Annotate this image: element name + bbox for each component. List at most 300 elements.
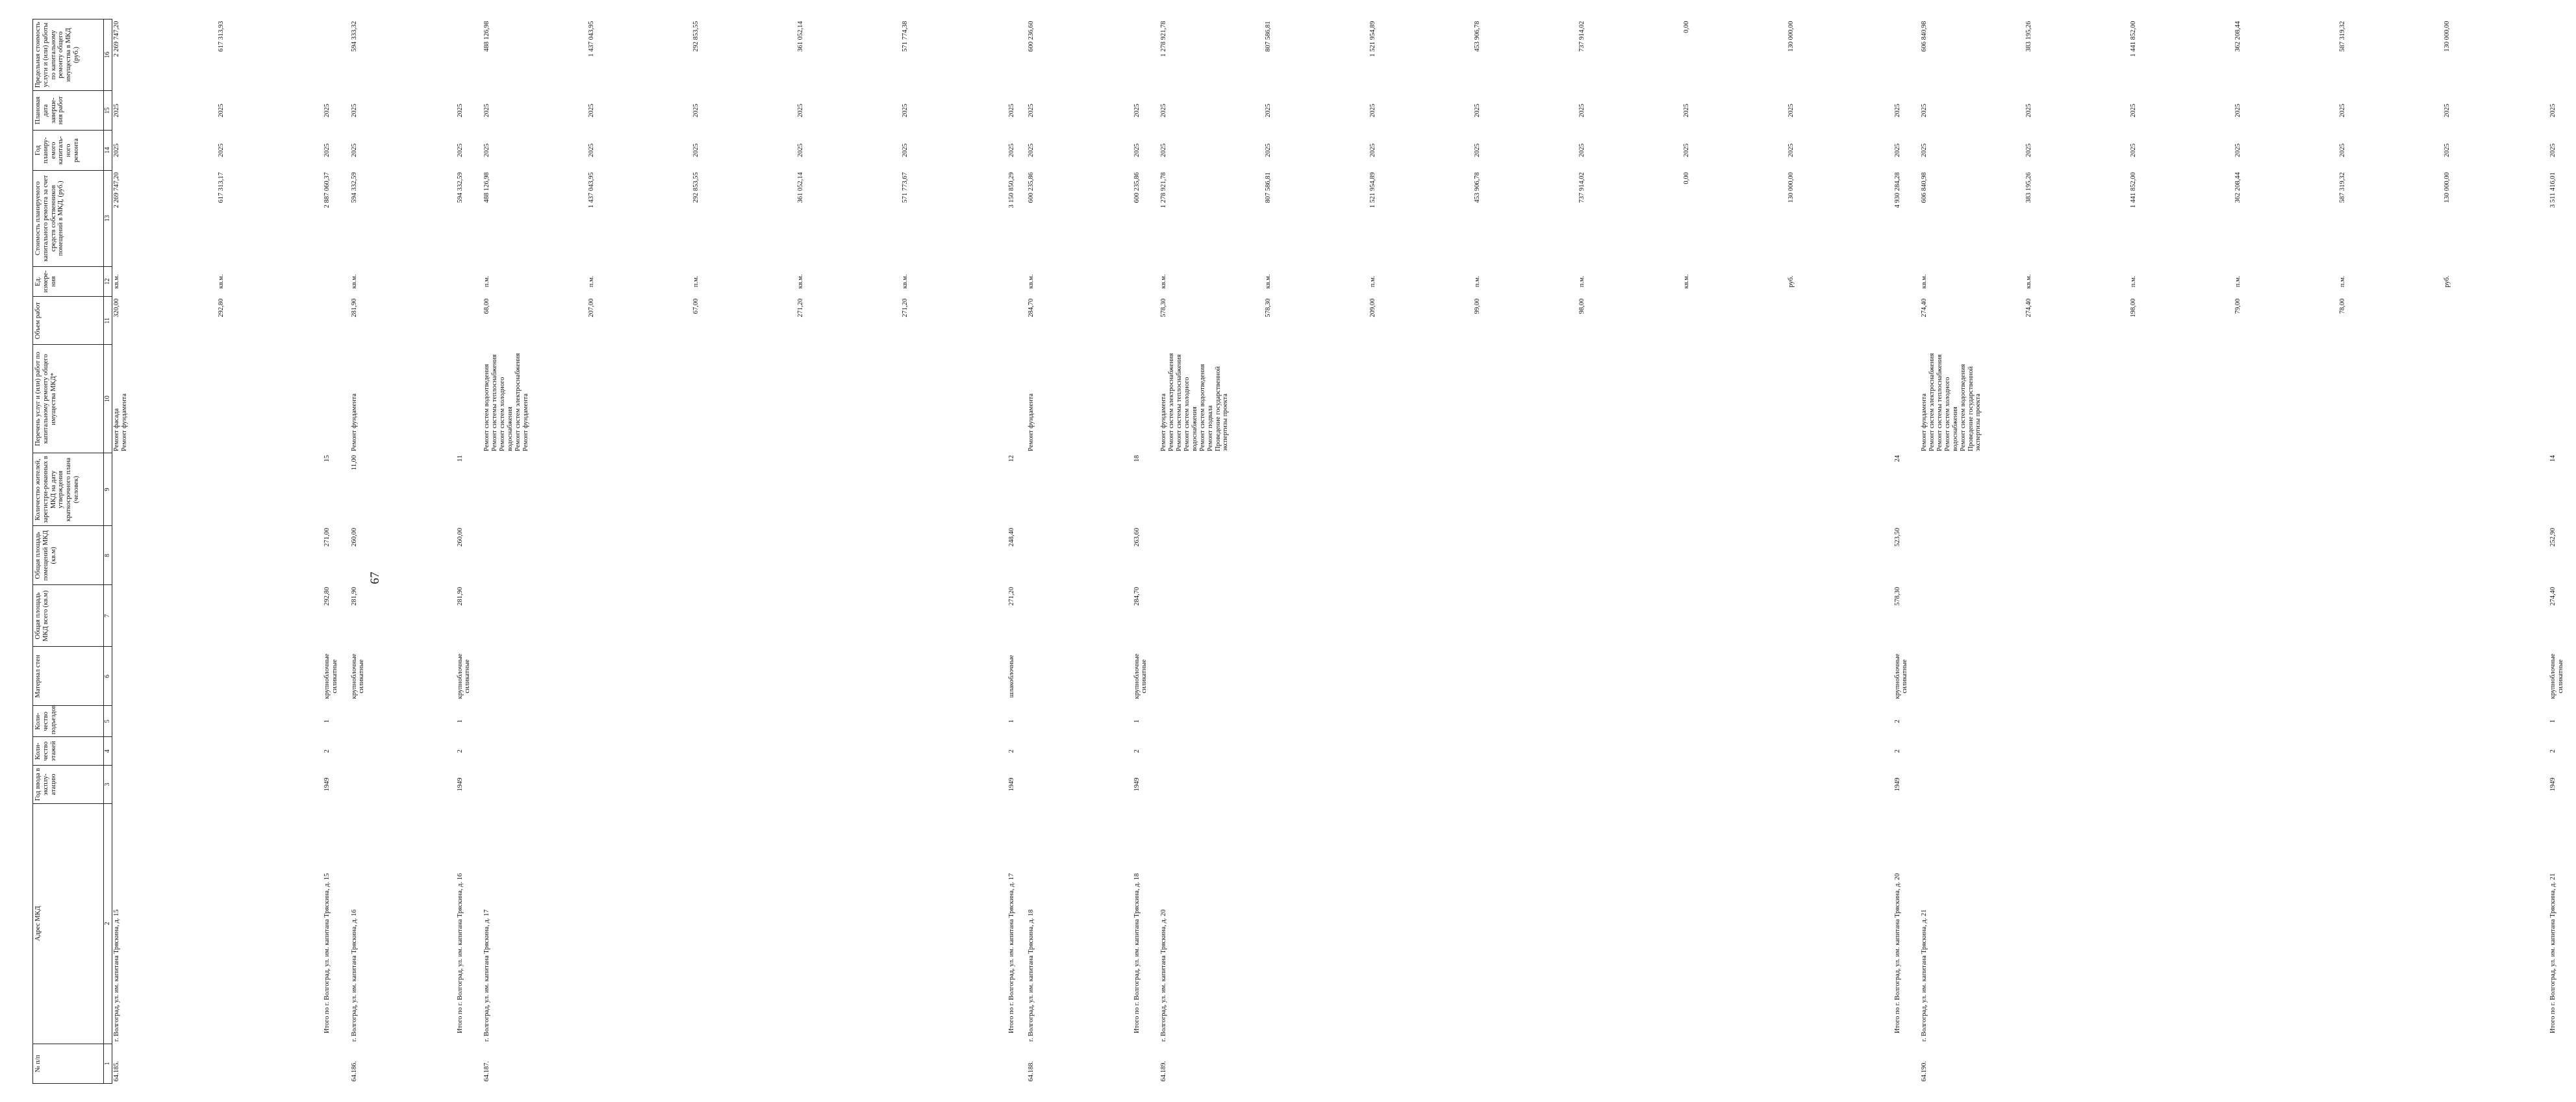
- table-row: [483, 19, 1007, 1083]
- cell-residents: [1027, 453, 1133, 525]
- volume-value: 198,00: [2130, 298, 2138, 318]
- cell-residents: 14: [2549, 455, 2557, 462]
- cell-npp: 64.186.: [350, 1060, 358, 1081]
- limit-cost-value: 383 195,26: [2025, 21, 2033, 52]
- repair-year-value: 2025: [2025, 143, 2033, 157]
- cell-planned-cost: [1920, 170, 2549, 266]
- cell-work-volume: [483, 296, 1007, 344]
- limit-cost-value: 130 000,00: [1787, 21, 1795, 52]
- cell-works-list: [1893, 344, 1910, 453]
- cell-wall-material: шлакоблочные: [1007, 655, 1015, 697]
- cell-planned-cost: [2549, 170, 2566, 266]
- cell-unit: [112, 266, 323, 297]
- cell-entrances: 2: [1893, 719, 1901, 723]
- header-address: Адрес МКД: [33, 803, 104, 1044]
- limit-cost-value: 488 126,98: [483, 21, 491, 52]
- completion-date-value: 2025: [1683, 103, 1691, 118]
- cell-unit: [350, 266, 456, 297]
- limit-cost-value: 807 586,81: [1265, 21, 1272, 52]
- table-row: [112, 19, 323, 1083]
- table-total-row: [1133, 19, 1150, 1083]
- cell-planned-cost: [1159, 170, 1893, 266]
- completion-date-value: 2025: [2549, 103, 2557, 118]
- cost-value: 3 150 850,29: [1007, 171, 1015, 208]
- cell-limit-cost: [2549, 19, 2566, 90]
- cost-value: 292 853,55: [692, 171, 700, 203]
- limit-cost-value: 617 313,93: [218, 21, 225, 52]
- cell-address: Итого по г. Волгоград, ул. им. капитана Тряскина, д. 17: [1007, 873, 1015, 1033]
- cost-value: 600 235,86: [1027, 171, 1035, 203]
- cell-wall-material: [483, 647, 1007, 706]
- cell-limit-cost: [1893, 19, 1910, 90]
- unit-value: кв.м.: [1683, 274, 1691, 288]
- unit-value: п.м.: [1578, 275, 1586, 287]
- cell-unit: [1133, 266, 1150, 297]
- column-number: 15: [104, 90, 112, 130]
- volume-value: 78,00: [2339, 298, 2347, 314]
- header-planned-cost: Стоимость планируемого капитального ремонта за счет средств собственников помещений в МКД, (руб.): [33, 170, 104, 266]
- cell-limit-cost: [112, 19, 323, 90]
- completion-date-value: 2025: [1474, 103, 1482, 118]
- completion-date-value: 2025: [1893, 103, 1901, 118]
- cell-work-volume: [112, 296, 323, 344]
- cell-residents: 15: [323, 455, 331, 462]
- work-item: Ремонт систем водоотведения: [1198, 364, 1206, 451]
- cell-planned-cost: [1893, 170, 1910, 266]
- unit-value: п.м.: [1474, 275, 1482, 287]
- unit-value: кв.м.: [1921, 274, 1928, 288]
- work-item: Ремонт подвала: [1206, 405, 1214, 451]
- unit-value: п.м.: [588, 275, 596, 287]
- unit-value: п.м.: [483, 275, 491, 287]
- volume-value: 578,30: [1160, 298, 1168, 318]
- cell-unit: [1893, 266, 1910, 297]
- volume-value: [1787, 298, 1892, 342]
- cell-total-area: 578,30: [1893, 586, 1901, 606]
- cell-planned-cost: [456, 170, 473, 266]
- cell-unit: [323, 266, 340, 297]
- cost-value: 1 521 954,89: [1369, 171, 1377, 208]
- cost-value: 130 000,00: [2443, 171, 2451, 203]
- cell-residents: [483, 453, 1007, 525]
- limit-cost-value: 130 000,00: [2443, 21, 2451, 52]
- cell-repair-year: [2549, 130, 2566, 169]
- header-residents: Количество жителей, зарегистри-рованных в МКД на дату утверждения краткосрочного плана (человек): [33, 453, 104, 525]
- cell-premises-area: [112, 525, 323, 584]
- repair-year-value: 2025: [113, 143, 120, 157]
- volume-value: 292,80: [218, 298, 225, 318]
- column-number: 8: [104, 525, 112, 584]
- cell-floors: 2: [323, 749, 331, 753]
- cell-entrances: [350, 705, 456, 736]
- volume-value: 271,20: [902, 298, 909, 318]
- unit-value: кв.м.: [350, 274, 358, 288]
- repair-year-value: 2025: [797, 143, 805, 157]
- table-total-row: [323, 19, 340, 1083]
- cell-premises-area: 248,40: [1007, 527, 1015, 547]
- cost-value: 130 000,00: [1787, 171, 1795, 203]
- limit-cost-value: 0,00: [1683, 21, 1691, 33]
- cell-residents: [112, 453, 323, 525]
- cell-completion-date: [2549, 90, 2566, 130]
- cell-year-commissioned: 1949: [2549, 777, 2557, 791]
- volume-value: 274,40: [2025, 298, 2033, 318]
- header-unit: Ед. измере-ния: [33, 266, 104, 297]
- cell-works-list: [2549, 344, 2566, 453]
- cell-premises-area: 271,00: [323, 527, 331, 547]
- cell-repair-year: [483, 130, 1007, 169]
- spacer-cell: [1017, 19, 1027, 1083]
- cell-npp: 64.190.: [1921, 1060, 1928, 1081]
- volume-value: 320,00: [113, 298, 120, 318]
- cell-works-list: [323, 344, 340, 453]
- cell-completion-date: [112, 90, 323, 130]
- cell-year-commissioned: [1027, 765, 1133, 803]
- completion-date-value: 2025: [692, 103, 700, 118]
- column-number: 9: [104, 453, 112, 525]
- cell-entrances: 1: [323, 719, 331, 723]
- completion-date-value: 2025: [456, 103, 464, 118]
- cell-repair-year: [323, 130, 340, 169]
- cell-wall-material: крупноблочные силикатные: [2549, 653, 2565, 699]
- cost-value: 383 195,26: [2025, 171, 2033, 203]
- volume-value: 67,00: [692, 298, 700, 314]
- column-number: 16: [104, 19, 112, 90]
- work-item: Ремонт систем холодного водоснабжения: [1183, 377, 1198, 451]
- cell-total-area: [1027, 584, 1133, 646]
- work-item: Ремонт фундамента: [121, 393, 128, 451]
- cell-completion-date: [323, 90, 340, 130]
- cost-value: 1 441 852,00: [2130, 171, 2138, 208]
- cell-floors: [1159, 736, 1893, 765]
- repair-year-value: 2025: [2549, 143, 2557, 157]
- cell-entrances: 1: [456, 719, 464, 723]
- repair-year-value: 2025: [483, 143, 491, 157]
- work-item: Проведение государственной экспертизы проекта: [1214, 366, 1230, 451]
- cost-value: 1 278 921,78: [1160, 171, 1168, 208]
- cell-unit: [483, 266, 1007, 297]
- cell-entrances: [1920, 705, 2549, 736]
- limit-cost-value: 1 521 954,89: [1369, 21, 1377, 57]
- cell-unit: [456, 266, 473, 297]
- cell-work-volume: [1920, 296, 2549, 344]
- volume-value: 207,00: [588, 298, 596, 318]
- work-item: Ремонт системы теплоснабжения: [1176, 354, 1183, 451]
- cell-completion-date: [350, 90, 456, 130]
- cell-year-commissioned: 1949: [1133, 777, 1141, 791]
- cell-work-volume: [456, 296, 473, 344]
- repair-year-value: 2025: [1160, 143, 1168, 157]
- cell-planned-cost: [1027, 170, 1133, 266]
- work-item: Ремонт фасада: [113, 408, 120, 451]
- completion-date-value: 2025: [2234, 103, 2242, 118]
- cell-premises-area: 523,50: [1893, 527, 1901, 547]
- row-spacer: [340, 19, 350, 1083]
- cell-total-area: 284,70: [1133, 586, 1141, 606]
- cell-planned-cost: [323, 170, 340, 266]
- spacer-cell: [1149, 19, 1159, 1083]
- cost-value: 2 269 747,20: [113, 171, 120, 208]
- cell-npp: 64.185.: [113, 1060, 120, 1081]
- cell-premises-area: [1920, 525, 2549, 584]
- cell-floors: [112, 736, 323, 765]
- cell-npp: [323, 1044, 340, 1083]
- work-item: Ремонт систем холодного водоснабжения: [499, 377, 514, 451]
- work-item: Ремонт системы теплоснабжения: [491, 354, 499, 451]
- cell-address: г. Волгоград, ул. им. капитана Тряскина, д. 18: [1027, 908, 1035, 1042]
- cell-wall-material: крупноблочные силикатные: [1133, 653, 1148, 699]
- cell-work-volume: [1159, 296, 1893, 344]
- cell-work-volume: [1133, 296, 1150, 344]
- completion-date-value: 2025: [1787, 103, 1795, 118]
- table-total-row: [456, 19, 473, 1083]
- cell-npp: 64.187.: [483, 1060, 491, 1081]
- header-wall-material: Материал стен: [33, 647, 104, 706]
- cell-repair-year: [350, 130, 456, 169]
- completion-date-value: 2025: [2339, 103, 2347, 118]
- cell-limit-cost: [1133, 19, 1150, 90]
- unit-value: кв.м.: [902, 274, 909, 288]
- unit-value: п.м.: [1369, 275, 1377, 287]
- cell-limit-cost: [483, 19, 1007, 90]
- repair-year-value: 2025: [218, 143, 225, 157]
- cell-limit-cost: [1027, 19, 1133, 90]
- cell-completion-date: [1007, 90, 1017, 130]
- column-number: 5: [104, 705, 112, 736]
- table-total-row: [1893, 19, 1910, 1083]
- cost-value: 807 586,81: [1265, 171, 1272, 203]
- limit-cost-value: 2 269 747,20: [113, 21, 120, 57]
- cell-repair-year: [1159, 130, 1893, 169]
- repair-year-value: 2025: [1133, 143, 1141, 157]
- limit-cost-value: 571 774,38: [902, 21, 909, 52]
- cell-entrances: [112, 705, 323, 736]
- cell-unit: [2549, 266, 2566, 297]
- cell-unit: [1007, 266, 1017, 297]
- cell-floors: 2: [1007, 749, 1015, 753]
- volume-value: 98,00: [1578, 298, 1586, 314]
- cost-value: 3 511 416,01: [2549, 171, 2557, 208]
- cost-value: 1 437 043,95: [588, 171, 596, 208]
- cell-address: г. Волгоград, ул. им. капитана Тряскина, д. 20: [1160, 908, 1168, 1042]
- repair-year-value: 2025: [1007, 143, 1015, 157]
- column-number-row: [104, 19, 112, 1083]
- volume-value: 271,20: [797, 298, 805, 318]
- volume-value: 281,90: [350, 298, 358, 318]
- cell-works-list: [1133, 344, 1150, 453]
- limit-cost-value: 587 319,32: [2339, 21, 2347, 52]
- cell-unit: [1920, 266, 2549, 297]
- cell-completion-date: [456, 90, 473, 130]
- column-number: 2: [104, 803, 112, 1044]
- cell-address: Итого по г. Волгоград, ул. им. капитана Тряскина, д. 16: [456, 873, 464, 1033]
- work-item: Ремонт систем холодного водоснабжения: [1944, 377, 1959, 451]
- cell-unit: [1159, 266, 1893, 297]
- spacer-cell: [340, 19, 350, 1083]
- cell-address: г. Волгоград, ул. им. капитана Тряскина, д. 16: [350, 908, 358, 1042]
- cell-repair-year: [1920, 130, 2549, 169]
- work-item: Ремонт системы теплоснабжения: [1936, 354, 1943, 451]
- cell-residents: 11,00: [350, 455, 358, 470]
- cell-limit-cost: [456, 19, 473, 90]
- column-number: 1: [104, 1044, 112, 1083]
- work-item: Ремонт фундамента: [350, 393, 358, 451]
- cell-residents: 18: [1133, 455, 1141, 462]
- cell-limit-cost: [1920, 19, 2549, 90]
- cell-year-commissioned: 1949: [1893, 777, 1901, 791]
- cell-npp: 64.189.: [1160, 1060, 1168, 1081]
- spacer-cell: [1910, 19, 1920, 1083]
- cell-wall-material: крупноблочные силикатные: [350, 653, 366, 699]
- table-row: [350, 19, 456, 1083]
- repair-plan-table: [32, 19, 2576, 1084]
- cell-entrances: 1: [2549, 719, 2557, 723]
- cell-repair-year: [1893, 130, 1910, 169]
- cell-year-commissioned: 1949: [1007, 777, 1015, 791]
- cell-year-commissioned: [112, 765, 323, 803]
- cell-address: г. Волгоград, ул. им. капитана Тряскина, д. 17: [483, 908, 491, 1042]
- volume-value: 284,70: [1027, 298, 1035, 318]
- cost-value: 600 235,86: [1133, 171, 1141, 203]
- cell-total-area: 281,90: [350, 586, 358, 606]
- cell-floors: [1920, 736, 2549, 765]
- repair-year-value: 2025: [2443, 143, 2451, 157]
- cell-repair-year: [1007, 130, 1017, 169]
- spacer-cell: [472, 19, 483, 1083]
- cell-premises-area: [483, 525, 1007, 584]
- completion-date-value: 2025: [1921, 103, 1928, 118]
- unit-value: п.м.: [2339, 275, 2347, 287]
- completion-date-value: 2025: [2025, 103, 2033, 118]
- column-number: 11: [104, 296, 112, 344]
- completion-date-value: 2025: [350, 103, 358, 118]
- repair-year-value: 2025: [2130, 143, 2138, 157]
- cell-completion-date: [1133, 90, 1150, 130]
- cell-floors: 2: [1893, 749, 1901, 753]
- completion-date-value: 2025: [218, 103, 225, 118]
- completion-date-value: 2025: [2443, 103, 2451, 118]
- unit-value: кв.м.: [797, 274, 805, 288]
- cost-value: 362 208,44: [2234, 171, 2242, 203]
- row-spacer: [472, 19, 483, 1083]
- cell-planned-cost: [350, 170, 456, 266]
- cell-year-commissioned: 1949: [456, 777, 464, 791]
- cost-value: 4 930 284,28: [1893, 171, 1901, 208]
- repair-year-value: 2025: [1265, 143, 1272, 157]
- cell-completion-date: [1159, 90, 1893, 130]
- cell-total-area: 274,40: [2549, 586, 2557, 606]
- cell-floors: 2: [1133, 749, 1141, 753]
- repair-year-value: 2025: [1474, 143, 1482, 157]
- cell-limit-cost: [1159, 19, 1893, 90]
- header-completion-date: Плановая дата заверше-ния работ: [33, 90, 104, 130]
- completion-date-value: 2025: [1007, 103, 1015, 118]
- cost-value: 594 332,59: [350, 171, 358, 203]
- cell-completion-date: [1893, 90, 1910, 130]
- cell-completion-date: [1920, 90, 2549, 130]
- unit-value: кв.м.: [2025, 274, 2033, 288]
- repair-year-value: 2025: [902, 143, 909, 157]
- repair-plan-table-container: [32, 19, 2565, 1084]
- unit-value: п.м.: [692, 275, 700, 287]
- volume-value: 274,40: [1921, 298, 1928, 318]
- cell-entrances: 1: [1133, 719, 1141, 723]
- table-row: [1027, 19, 1133, 1083]
- cell-year-commissioned: [483, 765, 1007, 803]
- cell-planned-cost: [1133, 170, 1150, 266]
- row-spacer: [2566, 19, 2576, 1083]
- work-item: Ремонт фундамента: [1160, 393, 1168, 451]
- unit-value: руб.: [2443, 275, 2451, 288]
- cell-work-volume: [323, 296, 340, 344]
- cell-wall-material: крупноблочные силикатные: [1893, 653, 1909, 699]
- cell-premises-area: 252,90: [2549, 527, 2557, 547]
- cell-limit-cost: [1007, 19, 1017, 90]
- work-item: Ремонт фундамента: [1027, 393, 1035, 451]
- cell-wall-material: крупноблочные силикатные: [323, 653, 338, 699]
- cell-total-area: [483, 584, 1007, 646]
- repair-year-value: 2025: [1893, 143, 1901, 157]
- cell-work-volume: [1027, 296, 1133, 344]
- cell-work-volume: [2549, 296, 2566, 344]
- header-premises-area: Общая площадь помещений МКД (кв.м): [33, 525, 104, 584]
- work-item: Ремонт систем электроснабжения: [514, 353, 522, 451]
- volume-value: 578,30: [1265, 298, 1272, 318]
- cell-limit-cost: [323, 19, 340, 90]
- completion-date-value: 2025: [797, 103, 805, 118]
- volume-value: 79,00: [2234, 298, 2242, 314]
- volume-value: 68,00: [483, 298, 491, 314]
- cell-address: Итого по г. Волгоград, ул. им. капитана Тряскина, д. 20: [1893, 873, 1901, 1033]
- limit-cost-value: 1 278 921,78: [1160, 21, 1168, 57]
- cost-value: 606 840,98: [1921, 171, 1928, 203]
- cell-npp: [456, 1044, 473, 1083]
- cell-npp: [1133, 1044, 1150, 1083]
- repair-year-value: 2025: [1027, 143, 1035, 157]
- cell-premises-area: 260,00: [350, 527, 358, 547]
- cell-premises-area: 260,00: [456, 527, 464, 547]
- completion-date-value: 2025: [1578, 103, 1586, 118]
- work-item: Проведение государственной экспертизы проекта: [1967, 366, 1982, 451]
- column-number: 14: [104, 130, 112, 169]
- repair-year-value: 2025: [350, 143, 358, 157]
- header-year-commissioned: Год ввода в эксплу-атацию: [33, 765, 104, 803]
- cell-address: г. Волгоград, ул. им. капитана Тряскина, д. 15: [113, 908, 120, 1042]
- cell-planned-cost: [483, 170, 1007, 266]
- unit-value: кв.м.: [113, 274, 120, 288]
- cell-wall-material: [1027, 647, 1133, 706]
- cell-floors: [1027, 736, 1133, 765]
- unit-value: кв.м.: [218, 274, 225, 288]
- header-floors: Коли-чество этажей: [33, 736, 104, 765]
- cell-residents: 24: [1893, 455, 1901, 462]
- repair-year-value: 2025: [588, 143, 596, 157]
- cost-value: 453 906,78: [1474, 171, 1482, 203]
- header-npp: № п/п: [33, 1044, 104, 1083]
- table-total-row: [1007, 19, 1017, 1083]
- limit-cost-value: 600 236,60: [1027, 21, 1035, 52]
- repair-year-value: 2025: [323, 143, 331, 157]
- cell-works-list: [456, 344, 473, 453]
- cell-premises-area: [1159, 525, 1893, 584]
- volume-value: 209,00: [1369, 298, 1377, 318]
- cell-year-commissioned: [1920, 765, 2549, 803]
- volume-value: [1683, 298, 1787, 342]
- completion-date-value: 2025: [902, 103, 909, 118]
- cost-value: 617 313,17: [218, 171, 225, 203]
- completion-date-value: 2025: [588, 103, 596, 118]
- cell-wall-material: [1159, 647, 1893, 706]
